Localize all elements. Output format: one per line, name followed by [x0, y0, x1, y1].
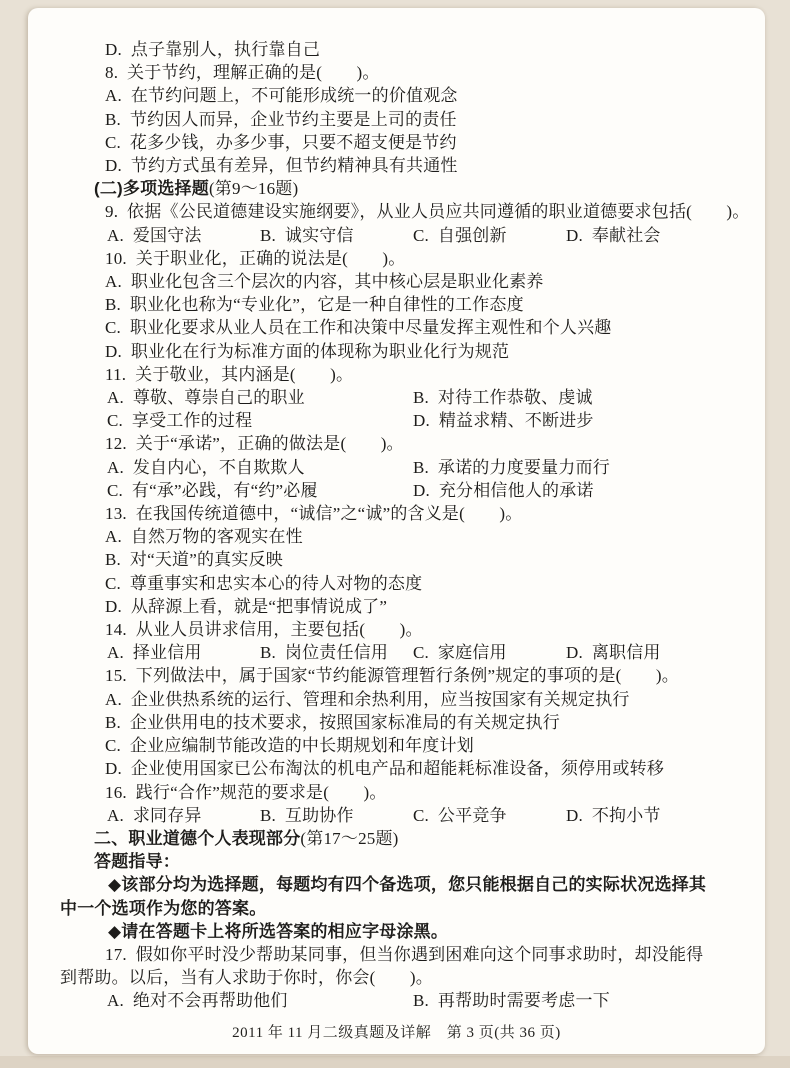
q13-option-d: D. 从辞源上看，就是“把事情说成了” — [105, 596, 388, 616]
section-heading-personal-performance-range: (第17～25题) — [300, 828, 399, 848]
q11-options-ab-cell-1: B. 对待工作恭敬、虔诚 — [413, 388, 593, 408]
guide-note-2: ◆请在答题卡上将所选答案的相应字母涂黑。 — [108, 921, 449, 941]
question-11: 11. 关于敬业，其内涵是( )。 — [105, 364, 354, 384]
q8-option-c: C. 花多少钱，办多少事，只要不超支便是节约 — [105, 132, 457, 152]
q11-options-cd-cell-0: C. 享受工作的过程 — [107, 411, 253, 431]
q14-options-cell-3: D. 离职信用 — [566, 643, 661, 663]
q11-options-ab — [60, 386, 720, 409]
background-bottom-strip — [0, 1056, 790, 1068]
guide-note-1: ◆该部分均为选择题，每题均有四个备选项，您只能根据自己的实际状况选择其中一个选项作为您的答案。 — [60, 875, 707, 918]
q15-option-d: D. 企业使用国家已公布淘汰的机电产品和超能耗标准设备，须停用或转移 — [105, 759, 665, 779]
q11-options-cd — [60, 409, 720, 432]
q16-options-cell-3: D. 不拘小节 — [566, 805, 661, 825]
q10-option-a: A. 职业化包含三个层次的内容，其中核心层是职业化素养 — [105, 272, 544, 292]
q10-option-c: C. 职业化要求从业人员在工作和决策中尽量发挥主观性和个人兴趣 — [105, 318, 612, 338]
q15-option-b: B. 企业供用电的技术要求，按照国家标准局的有关规定执行 — [105, 712, 560, 732]
q16-options-cell-2: C. 公平竞争 — [413, 805, 507, 825]
q16-options-cell-1: B. 互助协作 — [260, 805, 354, 825]
question-9: 9. 依据《公民道德建设实施纲要》，从业人员应共同遵循的职业道德要求包括( )。 — [105, 202, 750, 222]
q13-option-b: B. 对“天道”的真实反映 — [105, 550, 283, 570]
question-8: 8. 关于节约，理解正确的是( )。 — [105, 63, 380, 83]
q12-options-ab — [60, 456, 720, 479]
section-heading-personal-performance — [60, 827, 720, 850]
question-12: 12. 关于“承诺”，正确的做法是( )。 — [105, 434, 404, 454]
q9-options-cell-2: C. 自强创新 — [413, 225, 507, 245]
q15-option-c: C. 企业应编制节能改造的中长期规划和年度计划 — [105, 736, 474, 756]
q17-options-ab-cell-1: B. 再帮助时需要考虑一下 — [413, 991, 610, 1011]
answer-guide-heading — [60, 850, 720, 873]
q13-option-c: C. 尊重事实和忠实本心的待人对物的态度 — [105, 573, 423, 593]
q12-options-cd-cell-0: C. 有“承”必践，有“约”必履 — [107, 480, 318, 500]
q14-options-cell-0: A. 择业信用 — [107, 643, 202, 663]
q14-options-cell-1: B. 岗位责任信用 — [260, 643, 389, 663]
section-heading-personal-performance-bold: 二、职业道德个人表现部分 — [94, 828, 301, 848]
q13-option-a: A. 自然万物的客观实在性 — [105, 527, 303, 547]
page-footer: 2011 年 11 月二级真题及详解 第 3 页(共 36 页) — [232, 1025, 561, 1041]
q8-option-d: D. 节约方式虽有差异，但节约精神具有共通性 — [105, 156, 458, 176]
q8-option-a: A. 在节约问题上，不可能形成统一的价值观念 — [105, 86, 458, 106]
answer-guide-heading-bold: 答题指导： — [94, 852, 180, 872]
q9-options-cell-3: D. 奉献社会 — [566, 225, 661, 245]
question-14: 14. 从业人员讲求信用，主要包括( )。 — [105, 620, 423, 640]
q9-options — [60, 224, 720, 247]
q15-option-a: A. 企业供热系统的运行、管理和余热利用，应当按国家有关规定执行 — [105, 689, 630, 709]
question-16: 16. 践行“合作”规范的要求是( )。 — [105, 782, 387, 802]
question-10: 10. 关于职业化，正确的说法是( )。 — [105, 248, 406, 268]
section-heading-multiple-choice-range: (第9～16题) — [208, 179, 299, 199]
question-15: 15. 下列做法中，属于国家“节约能源管理暂行条例”规定的事项的是( )。 — [105, 666, 679, 686]
q10-option-b: B. 职业化也称为“专业化”，它是一种自律性的工作态度 — [105, 295, 524, 315]
q11-options-ab-cell-0: A. 尊敬、尊崇自己的职业 — [107, 388, 305, 408]
q16-options-cell-0: A. 求同存异 — [107, 805, 202, 825]
section-heading-multiple-choice-bold: (二)多项选择题 — [94, 179, 209, 199]
q17-options-ab-cell-0: A. 绝对不会再帮助他们 — [107, 991, 288, 1011]
q7-option-d: D. 点子靠别人，执行靠自己 — [105, 40, 321, 59]
q12-options-cd-cell-1: D. 充分相信他人的承诺 — [413, 480, 594, 500]
q8-option-b: B. 节约因人而异，企业节约主要是上司的责任 — [105, 109, 457, 129]
q14-options-cell-2: C. 家庭信用 — [413, 643, 507, 663]
q12-options-cd — [60, 479, 720, 502]
q10-option-d: D. 职业化在行为标准方面的体现称为职业化行为规范 — [105, 341, 510, 361]
q14-options — [60, 641, 720, 664]
q12-options-ab-cell-1: B. 承诺的力度要量力而行 — [413, 457, 610, 477]
q9-options-cell-0: A. 爱国守法 — [107, 225, 202, 245]
q12-options-ab-cell-0: A. 发自内心，不自欺欺人 — [107, 457, 305, 477]
exam-page — [28, 8, 765, 1054]
q16-options — [60, 804, 720, 827]
document-body — [60, 38, 750, 1013]
question-13: 13. 在我国传统道德中，“诚信”之“诚”的含义是( )。 — [105, 504, 523, 524]
q11-options-cd-cell-1: D. 精益求精、不断进步 — [413, 411, 594, 431]
section-heading-multiple-choice — [60, 177, 720, 200]
q9-options-cell-1: B. 诚实守信 — [260, 225, 354, 245]
q17-options-ab — [60, 989, 720, 1012]
question-17: 17. 假如你平时没少帮助某同事，但当你遇到困难向这个同事求助时，却没能得到帮助。以后，当有人求助于你时，你会( )。 — [60, 944, 704, 988]
